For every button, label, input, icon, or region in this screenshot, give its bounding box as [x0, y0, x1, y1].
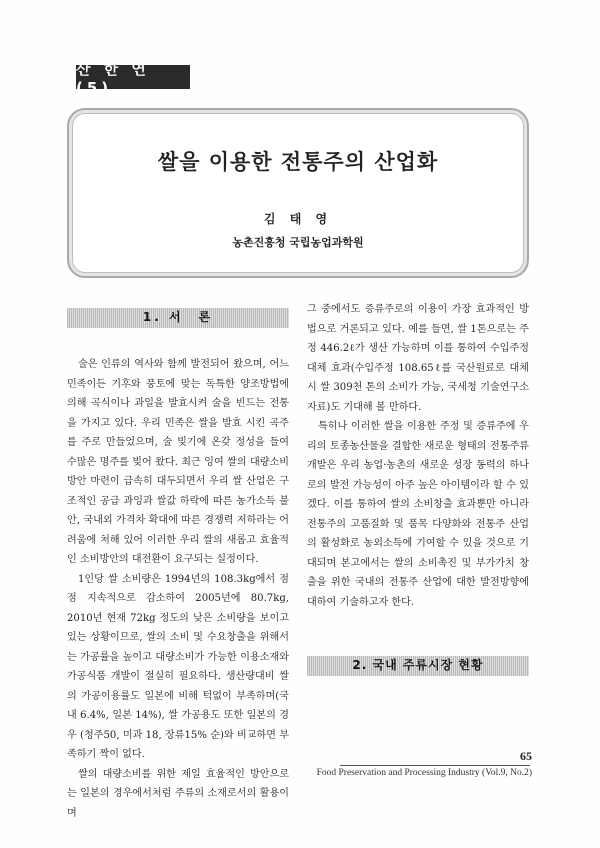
author-name: 김 태 영 — [263, 212, 333, 226]
left-column — [67, 300, 289, 823]
section-heading-introduction: 1. 서 론 — [67, 308, 289, 328]
paragraph: 1인당 쌀 소비량은 1994년의 108.3kg에서 점점 지속적으로 감소하여 2005년에 80.7kg, 2010년 현재 72kg 정도의 낮은 소비량을 보이고 있는 상황이므로, 쌀의 소비 및 수요창출을 위해서는 가공률을 높이고 대량소비가 가능한 이용소재와 가공식품 개발이 절실히 필요하다. 생산량대비 쌀의 가공이용률도 일본에 비해 턱없이 부족하며(국내 6.4%, 일본 14%), 쌀 가공용도 또한 일본의 경우 (청주50, 미과 18, 장류15% 순)와 비교하면 부족하기 짝이 없다. — [67, 573, 289, 760]
section-heading-market: 2. 국내 주류시장 현황 — [307, 656, 529, 676]
right-column — [307, 300, 529, 676]
page-number: 65 — [520, 749, 532, 763]
paragraph: 쌀의 대량소비를 위한 제일 효율적인 방안으로는 일본의 경우에서처럼 주류의 소재로서의 활용이며 — [67, 768, 289, 819]
paragraph: 그 중에서도 증류주로의 이용이 가장 효과적인 방법으로 거론되고 있다. 예를 들면, 쌀 1톤으로는 주정 446.2ℓ가 생산 가능하며 이를 통하여 수입주정 대체 효과(수입주정 108.65ℓ를 국산원료로 대체 시 쌀 309천 톤의 소비가 가능, 국세청 기술연구소 자료)도 기대해 볼 만하다. — [307, 304, 529, 413]
paragraph: 술은 인류의 역사와 함께 발전되어 왔으며, 어느 민족이든 기후와 풍토에 맞는 독특한 양조방법에 의해 곡식이나 과일을 발효시켜 술을 빈드는 전통을 가지고 있다. 우리 민족은 쌀을 발효 시킨 곡주를 주로 만들었으며, 술 빚기에 온갖 정성을 들여 수많은 명주를 빚어 왔다. 최근 잉여 쌀의 대량소비 방안 마련이 급속히 대두되면서 우리 쌀 산업은 구조적인 공급 과잉과 쌀값 하락에 따른 농가소득 불안, 국내외 가격차 확대에 따른 경쟁력 저하라는 어려움에 처해 있어 이러한 우리 쌀의 새롭고 효율적인 소비방안의 대전환이 요구되는 실정이다. — [67, 359, 289, 565]
journal-name: Food Preservation and Processing Industry (Vol.9, No.2) — [316, 768, 532, 778]
paragraph: 특히나 이러한 쌀을 이용한 주정 및 증류주에 우리의 토종농산물을 결합한 새로운 형태의 전통주류 개발은 우리 농업·농촌의 새로운 성장 동력의 하나로의 발전 가능성이 아주 높은 아이템이라 할 수 있겠다. 이를 통하여 쌀의 소비창출 효과뿐만 아니라 전통주의 고품질화 및 품목 다양화와 전통주 산업의 활성화로 농외소득에 기여할 수 있을 것으로 기대되며 본고에서는 쌀의 소비촉진 및 부가가치 창출을 위한 국내의 전통주 산업에 대한 발전방향에 대하여 기술하고자 한다. — [307, 421, 529, 608]
series-tag: 산 한 연 (5) — [76, 65, 190, 89]
title-box — [67, 108, 529, 278]
author-affiliation: 농촌진흥청 국립농업과학원 — [232, 236, 364, 249]
footer-divider — [340, 765, 530, 766]
article-title: 쌀을 이용한 전통주의 산업화 — [157, 150, 439, 174]
